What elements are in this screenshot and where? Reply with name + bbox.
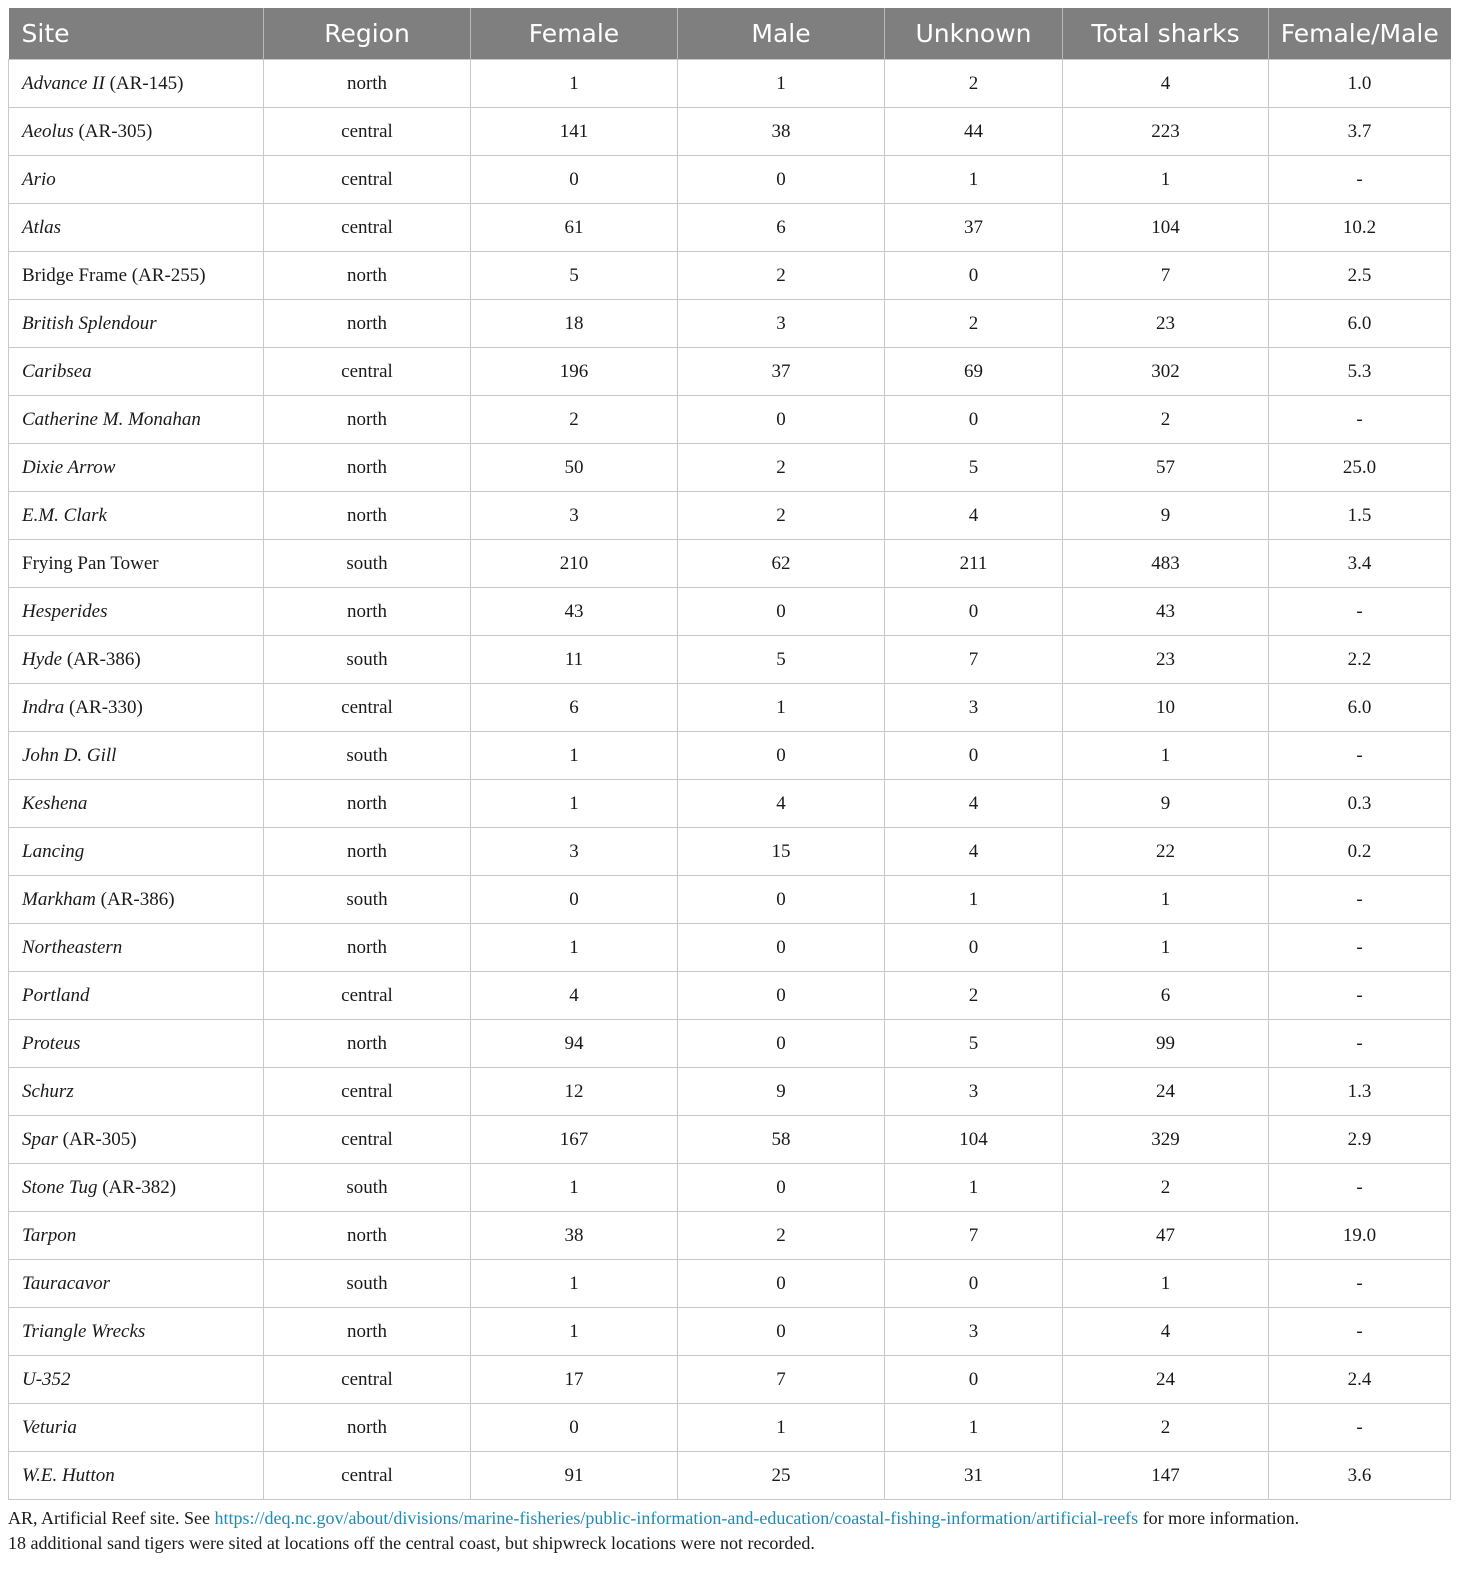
cell-total: 99 xyxy=(1063,1020,1269,1068)
cell-site xyxy=(9,348,264,396)
table-row xyxy=(9,588,1451,636)
site-reef-code: (AR-382) xyxy=(97,1176,177,1198)
cell-female: 3 xyxy=(471,492,678,540)
cell-female: 167 xyxy=(471,1116,678,1164)
cell-male: 2 xyxy=(678,492,885,540)
header-male: Male xyxy=(678,8,885,60)
table-row xyxy=(9,972,1451,1020)
cell-total: 1 xyxy=(1063,1260,1269,1308)
cell-site xyxy=(9,876,264,924)
cell-female: 38 xyxy=(471,1212,678,1260)
table-row xyxy=(9,636,1451,684)
header-region: Region xyxy=(264,8,471,60)
cell-unknown: 4 xyxy=(885,492,1063,540)
cell-female: 12 xyxy=(471,1068,678,1116)
table-row xyxy=(9,540,1451,588)
cell-unknown: 37 xyxy=(885,204,1063,252)
header-row xyxy=(9,8,1451,60)
cell-female: 141 xyxy=(471,108,678,156)
site-reef-code: (AR-305) xyxy=(73,120,153,142)
table-row xyxy=(9,252,1451,300)
site-name: Stone Tug xyxy=(22,1176,98,1198)
site-name: Ario xyxy=(22,168,56,190)
cell-unknown: 0 xyxy=(885,1260,1063,1308)
cell-unknown: 1 xyxy=(885,1404,1063,1452)
cell-female: 2 xyxy=(471,396,678,444)
cell-unknown: 5 xyxy=(885,1020,1063,1068)
cell-region: north xyxy=(264,780,471,828)
cell-unknown: 0 xyxy=(885,924,1063,972)
cell-male: 25 xyxy=(678,1452,885,1500)
cell-unknown: 1 xyxy=(885,876,1063,924)
cell-unknown: 211 xyxy=(885,540,1063,588)
cell-male: 3 xyxy=(678,300,885,348)
cell-female: 196 xyxy=(471,348,678,396)
table-row xyxy=(9,732,1451,780)
cell-site xyxy=(9,924,264,972)
cell-unknown: 1 xyxy=(885,1164,1063,1212)
table-row xyxy=(9,396,1451,444)
table-row xyxy=(9,444,1451,492)
cell-female: 17 xyxy=(471,1356,678,1404)
site-name: Aeolus xyxy=(22,120,74,142)
cell-region: north xyxy=(264,924,471,972)
cell-ratio: 2.9 xyxy=(1269,1116,1451,1164)
cell-region: central xyxy=(264,1116,471,1164)
table-row xyxy=(9,1404,1451,1452)
cell-region: central xyxy=(264,156,471,204)
cell-site xyxy=(9,1356,264,1404)
cell-female: 61 xyxy=(471,204,678,252)
site-name: Tauracavor xyxy=(22,1272,110,1294)
site-name: Tarpon xyxy=(22,1224,77,1246)
site-name: Bridge Frame (AR-255) xyxy=(22,264,206,286)
cell-ratio: 0.3 xyxy=(1269,780,1451,828)
cell-region: north xyxy=(264,588,471,636)
cell-site xyxy=(9,588,264,636)
footnote-abbreviation xyxy=(8,1506,1450,1531)
cell-site xyxy=(9,1404,264,1452)
cell-unknown: 31 xyxy=(885,1452,1063,1500)
cell-female: 11 xyxy=(471,636,678,684)
cell-site xyxy=(9,156,264,204)
cell-region: central xyxy=(264,204,471,252)
cell-region: north xyxy=(264,252,471,300)
cell-site xyxy=(9,972,264,1020)
cell-ratio: 5.3 xyxy=(1269,348,1451,396)
site-name: E.M. Clark xyxy=(22,504,107,526)
cell-site xyxy=(9,732,264,780)
cell-site xyxy=(9,1212,264,1260)
cell-region: central xyxy=(264,684,471,732)
cell-region: north xyxy=(264,492,471,540)
cell-female: 1 xyxy=(471,60,678,108)
cell-male: 2 xyxy=(678,252,885,300)
cell-female: 6 xyxy=(471,684,678,732)
cell-female: 4 xyxy=(471,972,678,1020)
cell-unknown: 3 xyxy=(885,1308,1063,1356)
cell-site xyxy=(9,60,264,108)
cell-ratio: - xyxy=(1269,924,1451,972)
cell-total: 4 xyxy=(1063,60,1269,108)
cell-ratio: - xyxy=(1269,1308,1451,1356)
site-name: Northeastern xyxy=(22,936,123,958)
site-reef-code: (AR-145) xyxy=(104,72,184,94)
cell-unknown: 0 xyxy=(885,396,1063,444)
cell-male: 9 xyxy=(678,1068,885,1116)
cell-male: 0 xyxy=(678,588,885,636)
table-row xyxy=(9,60,1451,108)
cell-ratio: 2.5 xyxy=(1269,252,1451,300)
cell-total: 24 xyxy=(1063,1356,1269,1404)
header-unknown: Unknown xyxy=(885,8,1063,60)
cell-unknown: 0 xyxy=(885,588,1063,636)
cell-male: 1 xyxy=(678,1404,885,1452)
cell-female: 0 xyxy=(471,1404,678,1452)
cell-ratio: 2.4 xyxy=(1269,1356,1451,1404)
cell-region: central xyxy=(264,1068,471,1116)
cell-unknown: 2 xyxy=(885,300,1063,348)
cell-unknown: 3 xyxy=(885,1068,1063,1116)
site-reef-code: (AR-386) xyxy=(62,648,141,670)
cell-male: 1 xyxy=(678,684,885,732)
cell-total: 9 xyxy=(1063,780,1269,828)
cell-total: 223 xyxy=(1063,108,1269,156)
cell-region: central xyxy=(264,108,471,156)
table-row xyxy=(9,1452,1451,1500)
table-row xyxy=(9,1164,1451,1212)
cell-male: 0 xyxy=(678,732,885,780)
cell-site xyxy=(9,828,264,876)
cell-female: 1 xyxy=(471,1164,678,1212)
cell-region: north xyxy=(264,1308,471,1356)
cell-female: 18 xyxy=(471,300,678,348)
table-footnotes xyxy=(8,1506,1450,1556)
cell-total: 6 xyxy=(1063,972,1269,1020)
cell-unknown: 2 xyxy=(885,60,1063,108)
cell-unknown: 104 xyxy=(885,1116,1063,1164)
cell-total: 43 xyxy=(1063,588,1269,636)
cell-male: 0 xyxy=(678,1164,885,1212)
cell-ratio: - xyxy=(1269,1020,1451,1068)
cell-region: south xyxy=(264,876,471,924)
table-body xyxy=(9,60,1451,1500)
cell-unknown: 7 xyxy=(885,1212,1063,1260)
cell-site xyxy=(9,108,264,156)
cell-region: south xyxy=(264,1164,471,1212)
cell-site xyxy=(9,1020,264,1068)
table-row xyxy=(9,828,1451,876)
cell-ratio: - xyxy=(1269,876,1451,924)
cell-female: 1 xyxy=(471,1308,678,1356)
cell-region: central xyxy=(264,972,471,1020)
cell-region: north xyxy=(264,396,471,444)
footnote-additional-sightings: 18 additional sand tigers were sited at locations off the central coast, but shipwreck locations were not recorded. xyxy=(8,1533,815,1553)
cell-ratio: 3.6 xyxy=(1269,1452,1451,1500)
cell-region: north xyxy=(264,300,471,348)
cell-unknown: 7 xyxy=(885,636,1063,684)
cell-female: 3 xyxy=(471,828,678,876)
site-name: Catherine M. Monahan xyxy=(22,408,201,430)
cell-region: north xyxy=(264,1404,471,1452)
table-row xyxy=(9,300,1451,348)
cell-ratio: 19.0 xyxy=(1269,1212,1451,1260)
table-container xyxy=(8,8,1450,1556)
cell-total: 2 xyxy=(1063,1404,1269,1452)
cell-total: 1 xyxy=(1063,924,1269,972)
cell-ratio: 3.7 xyxy=(1269,108,1451,156)
cell-total: 47 xyxy=(1063,1212,1269,1260)
cell-region: north xyxy=(264,1212,471,1260)
cell-total: 302 xyxy=(1063,348,1269,396)
cell-total: 1 xyxy=(1063,876,1269,924)
site-name: Spar xyxy=(22,1128,58,1150)
cell-male: 0 xyxy=(678,876,885,924)
cell-site xyxy=(9,300,264,348)
cell-total: 147 xyxy=(1063,1452,1269,1500)
cell-total: 1 xyxy=(1063,732,1269,780)
cell-male: 37 xyxy=(678,348,885,396)
table-row xyxy=(9,1260,1451,1308)
site-name: Caribsea xyxy=(22,360,92,382)
cell-region: central xyxy=(264,1452,471,1500)
cell-ratio: 1.0 xyxy=(1269,60,1451,108)
site-name: Frying Pan Tower xyxy=(22,552,159,574)
cell-male: 15 xyxy=(678,828,885,876)
cell-ratio: 1.3 xyxy=(1269,1068,1451,1116)
table-row xyxy=(9,492,1451,540)
cell-ratio: 1.5 xyxy=(1269,492,1451,540)
cell-unknown: 2 xyxy=(885,972,1063,1020)
cell-female: 43 xyxy=(471,588,678,636)
cell-female: 50 xyxy=(471,444,678,492)
site-name: Dixie Arrow xyxy=(22,456,116,478)
table-row xyxy=(9,876,1451,924)
cell-total: 104 xyxy=(1063,204,1269,252)
cell-unknown: 69 xyxy=(885,348,1063,396)
cell-total: 57 xyxy=(1063,444,1269,492)
cell-ratio: - xyxy=(1269,1164,1451,1212)
header-female: Female xyxy=(471,8,678,60)
cell-region: south xyxy=(264,540,471,588)
table-row xyxy=(9,156,1451,204)
cell-total: 329 xyxy=(1063,1116,1269,1164)
cell-region: south xyxy=(264,732,471,780)
cell-ratio: 3.4 xyxy=(1269,540,1451,588)
cell-female: 1 xyxy=(471,1260,678,1308)
cell-ratio: - xyxy=(1269,588,1451,636)
table-row xyxy=(9,1212,1451,1260)
artificial-reefs-link[interactable]: https://deq.nc.gov/about/divisions/marine-fisheries/public-information-and-education/coastal-fishing-information/artificial-reefs xyxy=(214,1508,1139,1528)
cell-site xyxy=(9,780,264,828)
cell-male: 0 xyxy=(678,972,885,1020)
cell-total: 24 xyxy=(1063,1068,1269,1116)
site-name: Hyde xyxy=(22,648,63,670)
cell-female: 94 xyxy=(471,1020,678,1068)
cell-male: 58 xyxy=(678,1116,885,1164)
cell-site xyxy=(9,204,264,252)
cell-site xyxy=(9,684,264,732)
cell-total: 2 xyxy=(1063,1164,1269,1212)
cell-site xyxy=(9,492,264,540)
cell-site xyxy=(9,540,264,588)
header-female-male-ratio: Female/Male xyxy=(1269,8,1451,60)
cell-total: 23 xyxy=(1063,636,1269,684)
cell-ratio: - xyxy=(1269,156,1451,204)
cell-female: 0 xyxy=(471,876,678,924)
cell-site xyxy=(9,444,264,492)
cell-male: 0 xyxy=(678,396,885,444)
cell-site xyxy=(9,1452,264,1500)
cell-total: 22 xyxy=(1063,828,1269,876)
cell-ratio: 6.0 xyxy=(1269,684,1451,732)
cell-unknown: 4 xyxy=(885,780,1063,828)
cell-female: 210 xyxy=(471,540,678,588)
cell-unknown: 3 xyxy=(885,684,1063,732)
cell-ratio: 6.0 xyxy=(1269,300,1451,348)
table-row xyxy=(9,684,1451,732)
cell-unknown: 5 xyxy=(885,444,1063,492)
cell-ratio: 25.0 xyxy=(1269,444,1451,492)
table-row xyxy=(9,1020,1451,1068)
cell-site xyxy=(9,1260,264,1308)
footnote-prefix: AR, Artificial Reef site. See xyxy=(8,1508,215,1528)
cell-total: 483 xyxy=(1063,540,1269,588)
cell-female: 1 xyxy=(471,732,678,780)
cell-total: 10 xyxy=(1063,684,1269,732)
header-site: Site xyxy=(9,8,264,60)
site-name: Portland xyxy=(22,984,90,1006)
site-reef-code: (AR-305) xyxy=(57,1128,137,1150)
site-name: British Splendour xyxy=(22,312,157,334)
site-name: Keshena xyxy=(22,792,88,814)
site-name: Lancing xyxy=(22,840,85,862)
cell-site xyxy=(9,1308,264,1356)
site-name: W.E. Hutton xyxy=(22,1464,115,1486)
cell-unknown: 0 xyxy=(885,252,1063,300)
cell-unknown: 1 xyxy=(885,156,1063,204)
cell-total: 1 xyxy=(1063,156,1269,204)
cell-region: central xyxy=(264,1356,471,1404)
header-total-sharks: Total sharks xyxy=(1063,8,1269,60)
table-row xyxy=(9,1356,1451,1404)
cell-region: south xyxy=(264,1260,471,1308)
cell-total: 9 xyxy=(1063,492,1269,540)
site-name: Hesperides xyxy=(22,600,108,622)
site-reef-code: (AR-386) xyxy=(95,888,175,910)
site-name: Indra xyxy=(22,696,65,718)
site-name: Atlas xyxy=(22,216,62,238)
cell-region: north xyxy=(264,1020,471,1068)
table-row xyxy=(9,924,1451,972)
cell-total: 7 xyxy=(1063,252,1269,300)
cell-male: 0 xyxy=(678,924,885,972)
cell-male: 4 xyxy=(678,780,885,828)
cell-male: 2 xyxy=(678,1212,885,1260)
cell-male: 6 xyxy=(678,204,885,252)
cell-male: 5 xyxy=(678,636,885,684)
cell-female: 1 xyxy=(471,780,678,828)
cell-male: 2 xyxy=(678,444,885,492)
site-name: Proteus xyxy=(22,1032,81,1054)
cell-unknown: 4 xyxy=(885,828,1063,876)
cell-ratio: - xyxy=(1269,972,1451,1020)
cell-male: 38 xyxy=(678,108,885,156)
cell-ratio: - xyxy=(1269,732,1451,780)
site-name: Markham xyxy=(22,888,96,910)
cell-unknown: 0 xyxy=(885,1356,1063,1404)
cell-male: 7 xyxy=(678,1356,885,1404)
table-row xyxy=(9,348,1451,396)
cell-site xyxy=(9,1164,264,1212)
cell-female: 91 xyxy=(471,1452,678,1500)
site-name: Advance II xyxy=(22,72,105,94)
cell-ratio: 0.2 xyxy=(1269,828,1451,876)
cell-region: north xyxy=(264,444,471,492)
cell-site xyxy=(9,396,264,444)
shark-sightings-table xyxy=(8,8,1451,1500)
site-reef-code: (AR-330) xyxy=(64,696,143,718)
cell-ratio: 2.2 xyxy=(1269,636,1451,684)
cell-male: 0 xyxy=(678,1260,885,1308)
cell-male: 0 xyxy=(678,156,885,204)
cell-region: north xyxy=(264,828,471,876)
cell-total: 4 xyxy=(1063,1308,1269,1356)
cell-ratio: - xyxy=(1269,1260,1451,1308)
cell-total: 2 xyxy=(1063,396,1269,444)
table-row xyxy=(9,204,1451,252)
cell-male: 0 xyxy=(678,1020,885,1068)
cell-male: 62 xyxy=(678,540,885,588)
cell-total: 23 xyxy=(1063,300,1269,348)
cell-male: 0 xyxy=(678,1308,885,1356)
table-row xyxy=(9,108,1451,156)
site-name: Triangle Wrecks xyxy=(22,1320,146,1342)
table-row xyxy=(9,780,1451,828)
cell-site xyxy=(9,1116,264,1164)
cell-female: 0 xyxy=(471,156,678,204)
cell-unknown: 44 xyxy=(885,108,1063,156)
cell-site xyxy=(9,252,264,300)
cell-female: 5 xyxy=(471,252,678,300)
table-row xyxy=(9,1308,1451,1356)
site-name: Veturia xyxy=(22,1416,77,1438)
cell-ratio: 10.2 xyxy=(1269,204,1451,252)
site-name: Schurz xyxy=(22,1080,74,1102)
cell-female: 1 xyxy=(471,924,678,972)
cell-region: central xyxy=(264,348,471,396)
cell-site xyxy=(9,636,264,684)
cell-region: south xyxy=(264,636,471,684)
cell-unknown: 0 xyxy=(885,732,1063,780)
cell-ratio: - xyxy=(1269,396,1451,444)
site-name: U-352 xyxy=(22,1368,71,1390)
table-row xyxy=(9,1068,1451,1116)
cell-site xyxy=(9,1068,264,1116)
cell-region: north xyxy=(264,60,471,108)
cell-ratio: - xyxy=(1269,1404,1451,1452)
cell-male: 1 xyxy=(678,60,885,108)
footnote-suffix: for more information. xyxy=(1138,1508,1300,1528)
site-name: John D. Gill xyxy=(22,744,117,766)
table-row xyxy=(9,1116,1451,1164)
